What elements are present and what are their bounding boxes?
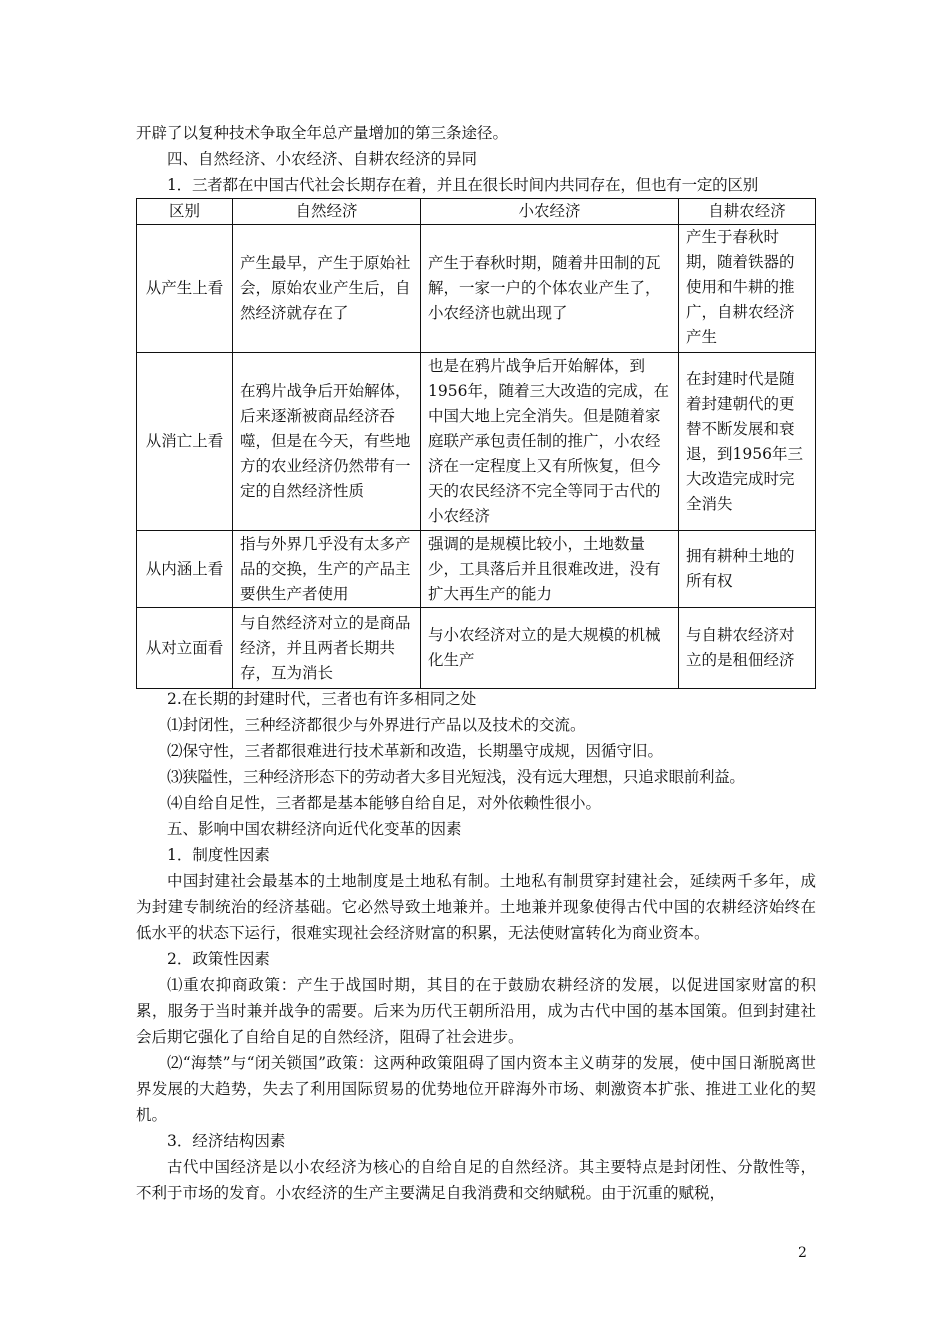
table-row xyxy=(137,608,816,689)
paragraph: 古代中国经济是以小农经济为核心的自给自足的自然经济。其主要特点是封闭性、分散性等，不利于市场的发育。小农经济的生产主要满足自我消费和交纳赋税。由于沉重的赋税， xyxy=(136,1158,816,1202)
table-cell: 产生于春秋时期，随着井田制的瓦解，一家一户的个体农业产生了，小农经济也就出现了 xyxy=(421,225,679,353)
point-1: 1．三者都在中国古代社会长期存在着，并且在很长时间内共同存在，但也有一定的区别 xyxy=(167,176,759,194)
table-cell: 拥有耕种土地的所有权 xyxy=(679,531,816,608)
table-header-cell: 小农经济 xyxy=(421,199,679,225)
common-item: ⑴封闭性，三种经济都很少与外界进行产品以及技术的交流。 xyxy=(167,716,586,734)
point-2: 2.在长期的封建时代，三者也有许多相同之处 xyxy=(167,690,477,708)
table-cell: 与自然经济对立的是商品经济，并且两者长期共存，互为消长 xyxy=(233,608,421,689)
table-row xyxy=(137,225,816,353)
common-points-block xyxy=(136,686,816,816)
table-cell: 在鸦片战争后开始解体，后来逐渐被商品经济吞噬，但是在今天，有些地方的农业经济仍然带有一定的自然经济性质 xyxy=(233,353,421,531)
table-cell: 指与外界几乎没有太多产品的交换，生产的产品主要供生产者使用 xyxy=(233,531,421,608)
paragraph: ⑴重农抑商政策：产生于战国时期，其目的在于鼓励农耕经济的发展，以促进国家财富的积累，服务于当时兼并战争的需要。后来为历代王朝所沿用，成为古代中国的基本国策。但到封建社会后期它强化了自给自足的自然经济，阻碍了社会进步。 xyxy=(136,976,816,1046)
row-label: 从产生上看 xyxy=(137,225,233,353)
section-heading-4: 四、自然经济、小农经济、自耕农经济的异同 xyxy=(167,150,478,168)
subheading-1: 1．制度性因素 xyxy=(167,846,270,864)
table-cell: 也是在鸦片战争后开始解体，到1956年，随着三大改造的完成，在中国大地上完全消失。但是随着家庭联产承包责任制的推广，小农经济在一定程度上又有所恢复，但今天的农民经济不完全等同于古代的小农经济 xyxy=(421,353,679,531)
continuation-line: 开辟了以复种技术争取全年总产量增加的第三条途径。 xyxy=(136,124,509,142)
row-label: 从内涵上看 xyxy=(137,531,233,608)
row-label: 从对立面看 xyxy=(137,608,233,689)
common-item: ⑷自给自足性，三者都是基本能够自给自足，对外依赖性很小。 xyxy=(167,794,602,812)
table-header-cell: 自耕农经济 xyxy=(679,199,816,225)
subheading-2: 2．政策性因素 xyxy=(167,950,270,968)
paragraph: ⑵“海禁”与“闭关锁国”政策：这两种政策阻碍了国内资本主义萌芽的发展，使中国日渐脱离世界发展的大趋势，失去了利用国际贸易的优势地位开辟海外市场、刺激资本扩张、推进工业化的契机。 xyxy=(136,1054,816,1124)
common-item: ⑵保守性，三者都很难进行技术革新和改造，长期墨守成规，因循守旧。 xyxy=(167,742,664,760)
subheading-3: 3．经济结构因素 xyxy=(167,1132,286,1150)
table-cell: 产生最早，产生于原始社会，原始农业产生后，自然经济就存在了 xyxy=(233,225,421,353)
intro-block xyxy=(136,120,816,198)
paragraph: 中国封建社会最基本的土地制度是土地私有制。土地私有制贯穿封建社会，延续两千多年，成为封建专制统治的经济基础。它必然导致土地兼并。土地兼并现象使得古代中国的农耕经济始终在低水平的状态下运行，很难实现社会经济财富的积累，无法使财富转化为商业资本。 xyxy=(136,872,816,942)
table-cell: 在封建时代是随着封建朝代的更替不断发展和衰退，到1956年三大改造完成时完全消失 xyxy=(679,353,816,531)
table-row xyxy=(137,531,816,608)
table-header-cell: 区别 xyxy=(137,199,233,225)
table-header-cell: 自然经济 xyxy=(233,199,421,225)
table-row xyxy=(137,353,816,531)
section-5-block xyxy=(136,816,816,1206)
section-heading-5: 五、影响中国农耕经济向近代化变革的因素 xyxy=(167,820,462,838)
comparison-table xyxy=(136,198,816,689)
table-cell: 强调的是规模比较小，土地数量少，工具落后并且很难改进，没有扩大再生产的能力 xyxy=(421,531,679,608)
table-cell: 与小农经济对立的是大规模的机械化生产 xyxy=(421,608,679,689)
table-header-row xyxy=(137,199,816,225)
page-number: 2 xyxy=(798,1245,807,1261)
common-item: ⑶狭隘性，三种经济形态下的劳动者大多目光短浅，没有远大理想，只追求眼前利益。 xyxy=(167,768,745,786)
table-cell: 产生于春秋时期，随着铁器的使用和牛耕的推广，自耕农经济产生 xyxy=(679,225,816,353)
row-label: 从消亡上看 xyxy=(137,353,233,531)
table-cell: 与自耕农经济对立的是租佃经济 xyxy=(679,608,816,689)
